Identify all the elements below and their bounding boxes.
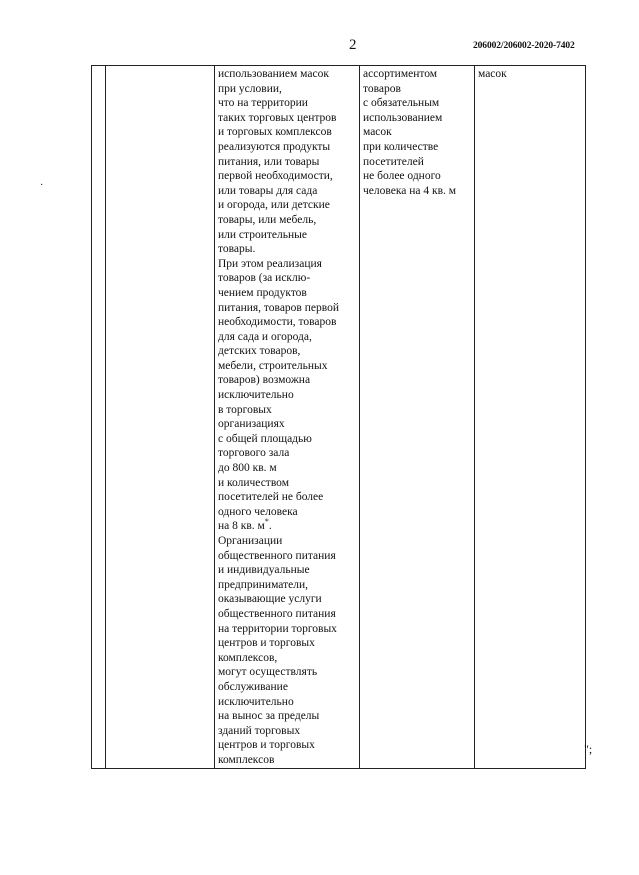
text-line: таких торговых центров bbox=[218, 111, 337, 124]
text-line: и огорода, или детские bbox=[218, 199, 330, 212]
table-cell-conditions bbox=[215, 66, 360, 769]
text-line: на вынос за пределы bbox=[218, 710, 320, 723]
text-line: первой необходимости, bbox=[218, 170, 333, 183]
closing-quote-mark: "; bbox=[584, 742, 593, 756]
text-line: могут осуществлять bbox=[218, 666, 318, 679]
text-line: масок bbox=[478, 68, 507, 80]
text-line: человека на 4 кв. м bbox=[363, 184, 457, 197]
text-line: одного человека bbox=[218, 505, 298, 518]
text-line: реализуются продукты bbox=[218, 140, 331, 153]
text-line: организациях bbox=[218, 418, 285, 431]
text-line: в торговых bbox=[218, 403, 272, 416]
text-line: товаров) возможна bbox=[218, 374, 311, 387]
text-line: общественного питания bbox=[218, 607, 336, 620]
text-line: товары. bbox=[218, 243, 256, 256]
text-line: и количеством bbox=[218, 476, 289, 489]
footnote-marker: * bbox=[264, 517, 269, 527]
text-line: исключительно bbox=[218, 389, 294, 402]
text-line: при условии, bbox=[218, 82, 282, 95]
text-line: до 800 кв. м bbox=[218, 462, 277, 475]
requirements-text bbox=[360, 66, 474, 198]
table-cell-number bbox=[92, 66, 106, 769]
text-line: для сада и огорода, bbox=[218, 330, 312, 343]
text-line: не более одного bbox=[363, 170, 441, 183]
text-line: оказывающие услуги bbox=[218, 593, 322, 606]
text-line: использованием масок bbox=[218, 68, 329, 80]
text-line: использованием bbox=[363, 111, 443, 124]
text-line: на территории торговых bbox=[218, 622, 337, 635]
text-line: или товары для сада bbox=[218, 184, 318, 197]
text-line: посетителей не более bbox=[218, 491, 324, 504]
table-row bbox=[92, 66, 586, 769]
table-cell-activity bbox=[106, 66, 215, 769]
text-line: комплексов, bbox=[218, 651, 278, 664]
text-line: товары, или мебель, bbox=[218, 213, 317, 226]
regulation-table bbox=[91, 65, 586, 769]
text-line: зданий торговых bbox=[218, 724, 301, 737]
text-line: питания, товаров первой bbox=[218, 301, 340, 314]
text-line: комплексов bbox=[218, 753, 275, 766]
text-line: и индивидуальные bbox=[218, 564, 310, 577]
masks-text bbox=[475, 66, 585, 82]
text-line: или строительные bbox=[218, 228, 307, 241]
text-line: при количестве bbox=[363, 140, 439, 153]
text-line: на 8 кв. м*. bbox=[218, 517, 272, 533]
text-line: чением продуктов bbox=[218, 286, 307, 299]
text-line: ассортиментом bbox=[363, 68, 438, 80]
text-line: необходимости, товаров bbox=[218, 316, 337, 329]
text-line: товаров (за исклю- bbox=[218, 272, 311, 285]
table-cell-masks bbox=[475, 66, 586, 769]
text-line: что на территории bbox=[218, 97, 308, 110]
text-line: масок bbox=[363, 126, 392, 139]
text-line: и торговых комплексов bbox=[218, 126, 332, 139]
text-line: мебели, строительных bbox=[218, 359, 328, 372]
footnote-suffix: . bbox=[268, 520, 272, 533]
text-line: торгового зала bbox=[218, 447, 290, 460]
text-line: предприниматели, bbox=[218, 578, 308, 591]
text-line: исключительно bbox=[218, 695, 294, 708]
text-line: с общей площадью bbox=[218, 432, 312, 445]
table-cell-requirements bbox=[360, 66, 475, 769]
conditions-text bbox=[215, 66, 359, 768]
text-line: общественного питания bbox=[218, 549, 336, 562]
text-line: с обязательным bbox=[363, 97, 440, 110]
text-line: обслуживание bbox=[218, 680, 288, 693]
text-line: Организации bbox=[218, 535, 283, 547]
text-line: При этом реализация bbox=[218, 257, 322, 270]
text-line: товаров bbox=[363, 82, 401, 95]
document-code: 206002/206002-2020-7402 bbox=[473, 41, 575, 51]
text-line: центров и торговых bbox=[218, 637, 315, 650]
text-line: питания, или товары bbox=[218, 155, 320, 168]
stray-mark: · bbox=[40, 180, 44, 191]
text-line: центров и торговых bbox=[218, 739, 315, 752]
page-number: 2 bbox=[349, 37, 357, 53]
text-line: посетителей bbox=[363, 155, 424, 168]
text-line: детских товаров, bbox=[218, 345, 301, 358]
